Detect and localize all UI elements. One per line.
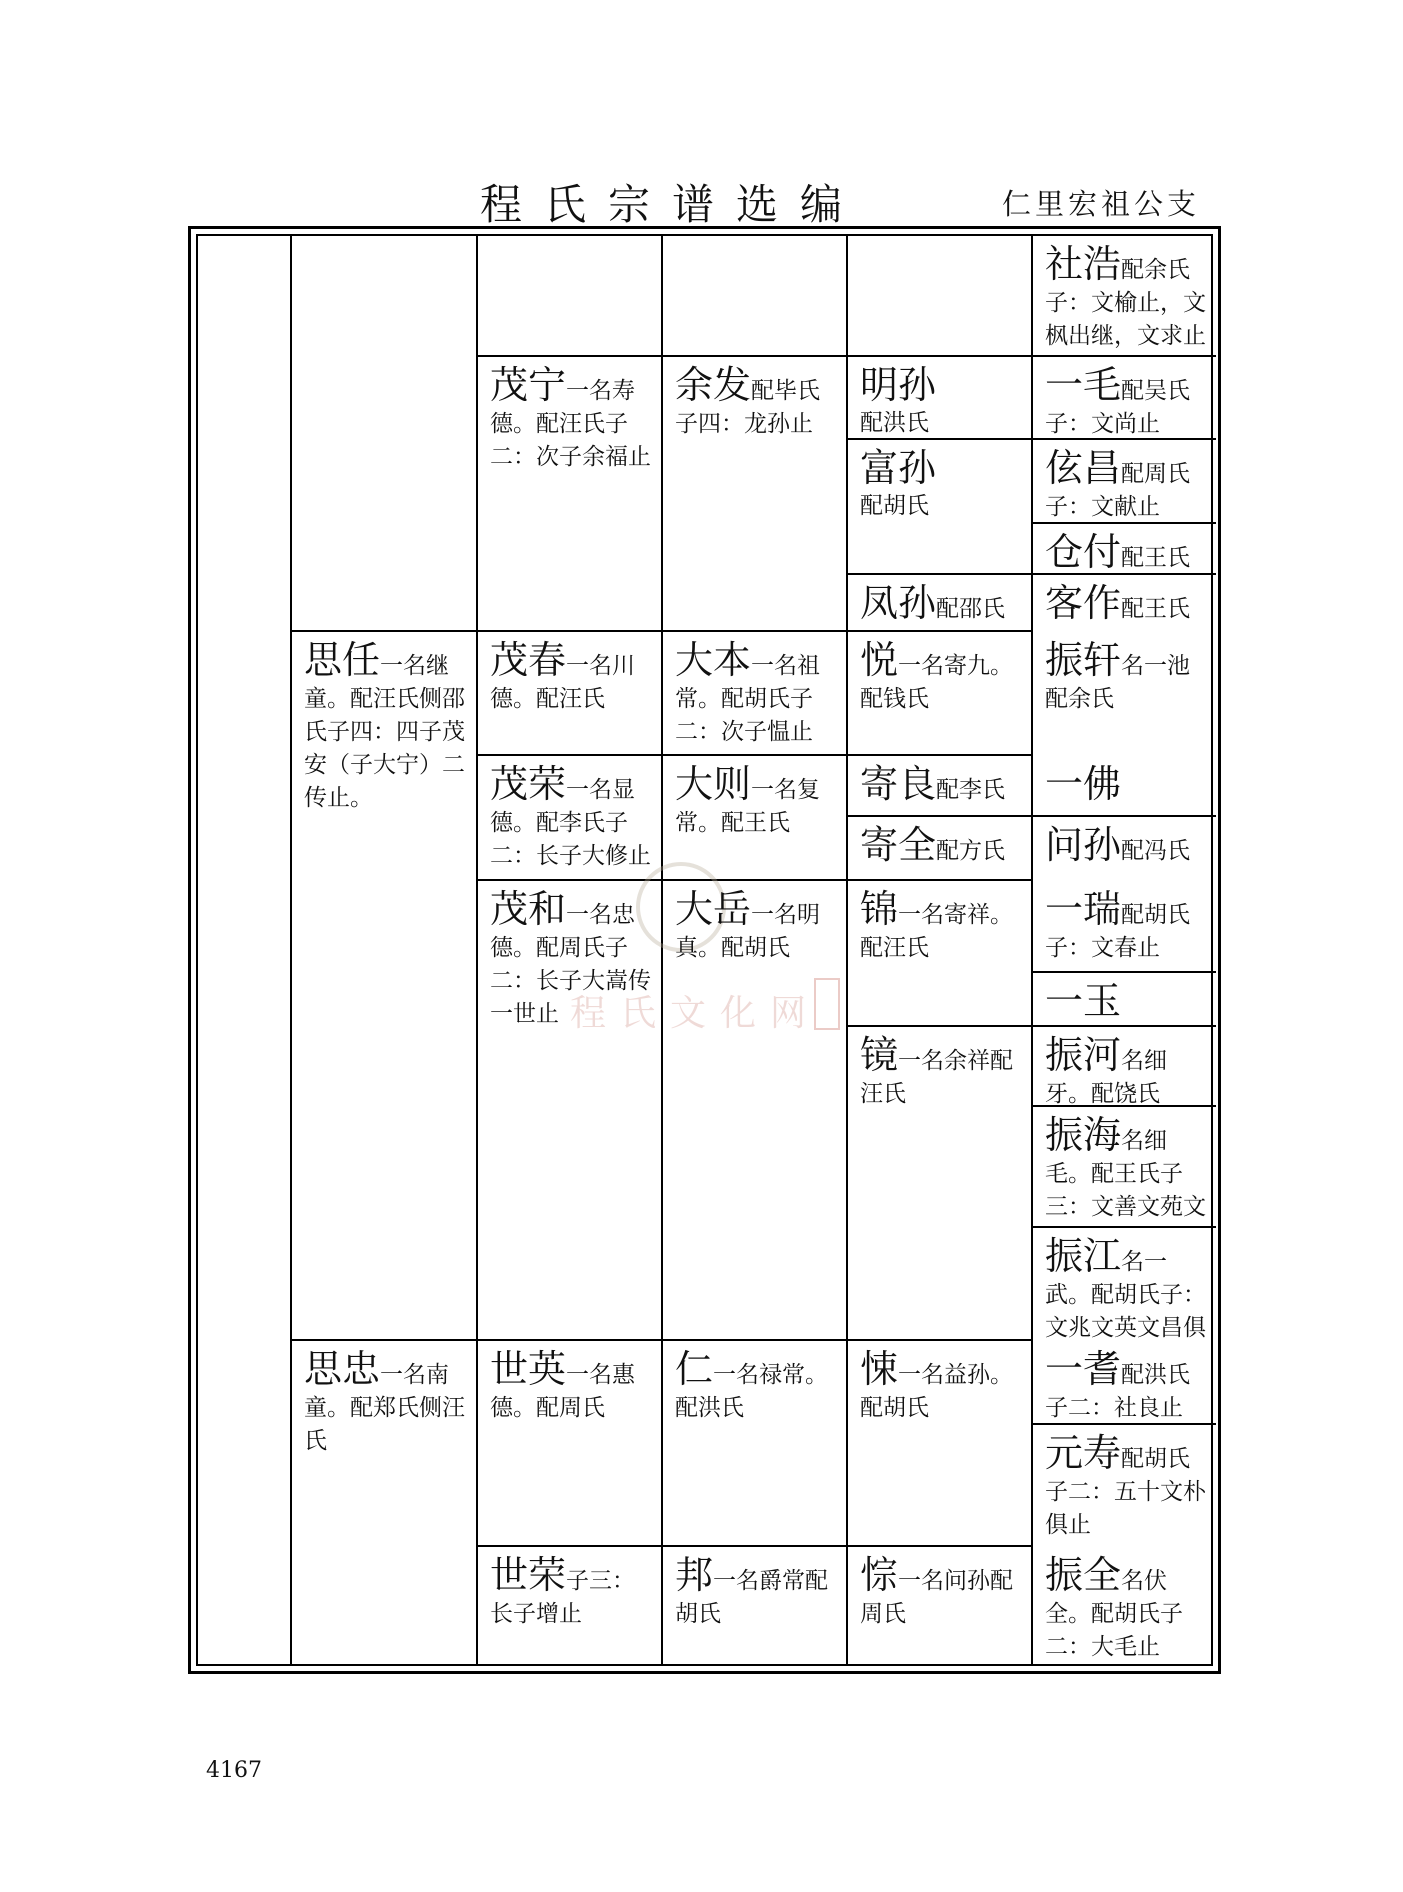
person-entry: [848, 632, 1031, 754]
person-note: 一名祖常。配胡氏子二：次子愠止: [675, 653, 821, 745]
person-name: 明孙: [860, 363, 937, 407]
person-name: 寄全: [860, 823, 937, 867]
person-name: 悚: [860, 1347, 899, 1391]
person-note: 名一武。配胡氏子：文兆文英文昌俱: [1045, 1249, 1206, 1339]
person-name: 问孙: [1045, 823, 1122, 867]
person-name: 悦: [860, 638, 899, 682]
person-entry: [1033, 575, 1216, 630]
person-entry: [1033, 1228, 1216, 1339]
person-note: 一名寄九。配钱氏: [860, 653, 1014, 712]
person-entry: [848, 1547, 1031, 1664]
person-name: 仁: [675, 1347, 714, 1391]
document-title: 程氏宗谱选编: [480, 180, 865, 229]
person-entry: [663, 881, 846, 1339]
person-entry: [663, 1547, 846, 1664]
person-name: 振河: [1045, 1033, 1122, 1077]
person-entry: [1033, 817, 1216, 879]
person-name: 茂和: [490, 887, 567, 931]
person-entry: [478, 1547, 661, 1664]
person-entry: [478, 881, 661, 1339]
person-entry: [663, 632, 846, 754]
person-entry: [1033, 1341, 1216, 1423]
branch-label: 仁里宏祖公支: [1002, 187, 1201, 221]
person-note: 一名明真。配胡氏: [675, 902, 821, 961]
person-entry: [848, 817, 1031, 879]
person-note: 一名寿德。配汪氏子二：次子余福止: [490, 378, 651, 470]
person-name: 振海: [1045, 1113, 1122, 1157]
person-name: 邦: [675, 1553, 714, 1597]
person-note: 一名川德。配汪氏: [490, 653, 636, 712]
person-note: 配余氏子：文榆止，文枫出继，文求止: [1045, 257, 1206, 349]
person-name: 茂春: [490, 638, 567, 682]
person-note: 配吴氏子：文尚止: [1045, 378, 1191, 437]
person-entry: [478, 756, 661, 879]
person-name: 元寿: [1045, 1431, 1122, 1475]
person-name: 一耆: [1045, 1347, 1122, 1391]
person-name: 一瑞: [1045, 887, 1122, 931]
person-note: 一名爵常配胡氏: [675, 1568, 829, 1627]
person-name: 一毛: [1045, 363, 1122, 407]
person-note: 一名寄祥。配汪氏: [860, 902, 1014, 961]
person-note: 配洪氏: [860, 410, 929, 436]
person-name: 凤孙: [860, 581, 937, 625]
person-entry: [478, 357, 661, 630]
person-entry: [1033, 632, 1216, 754]
person-note: 子三：长子增止: [490, 1568, 636, 1627]
person-name: 茂宁: [490, 363, 567, 407]
person-name: 伭昌: [1045, 446, 1122, 490]
person-entry: [1033, 440, 1216, 522]
person-entry: [848, 1027, 1031, 1339]
person-note: 一名南童。配郑氏侧汪氏: [304, 1362, 465, 1454]
person-note: 配李氏: [936, 777, 1006, 803]
watermark-text: 程氏文化网: [570, 993, 821, 1034]
person-name: 振全: [1045, 1553, 1122, 1597]
person-note: 一名惠德。配周氏: [490, 1362, 636, 1421]
person-entry: [1033, 1425, 1216, 1545]
person-entry: [478, 1341, 661, 1545]
person-name: 世荣: [490, 1553, 567, 1597]
person-note: 配冯氏: [1121, 838, 1191, 864]
person-note: 一名余祥配汪氏: [860, 1048, 1014, 1107]
person-note: 配周氏子：文献止: [1045, 461, 1191, 520]
person-note: 一名问孙配周氏: [860, 1568, 1014, 1627]
person-note: 配王氏: [1121, 545, 1191, 571]
person-note: 一名益孙。配胡氏: [860, 1362, 1014, 1421]
person-note: 一名忠德。配周氏子二：长子大嵩传一世止: [490, 902, 651, 1027]
person-name: 大则: [675, 762, 752, 806]
person-note: 配王氏: [1121, 596, 1191, 622]
person-entry: [1033, 973, 1216, 1025]
person-entry: [1033, 1547, 1216, 1664]
person-entry: [1033, 1107, 1216, 1226]
person-name: 世英: [490, 1347, 567, 1391]
person-name: 大本: [675, 638, 752, 682]
person-note: 配胡氏: [860, 493, 929, 519]
person-note: 配方氏: [936, 838, 1006, 864]
person-note: 配洪氏子二：社良止: [1045, 1362, 1191, 1421]
person-note: 一名复常。配王氏: [675, 777, 821, 836]
person-entry: [1033, 756, 1216, 815]
person-name: 大岳: [675, 887, 752, 931]
person-entry: [478, 632, 661, 754]
person-name: 思任: [304, 638, 381, 682]
person-name: 振江: [1045, 1234, 1122, 1278]
person-entry: [848, 575, 1031, 630]
person-entry: [663, 1341, 846, 1545]
person-entry: [848, 357, 1031, 438]
person-entry: [848, 440, 1031, 573]
person-name: 悰: [860, 1553, 899, 1597]
person-note: 名一池配余氏: [1045, 653, 1191, 712]
person-name: 一玉: [1045, 979, 1122, 1023]
person-name: 余发: [675, 363, 752, 407]
person-name: 客作: [1045, 581, 1122, 625]
person-entry: [1033, 236, 1216, 355]
person-note: 配胡氏子二：五十文朴俱止: [1045, 1446, 1206, 1538]
person-note: 名伏全。配胡氏子二：大毛止: [1045, 1568, 1183, 1660]
page-number: 4167: [206, 1758, 262, 1783]
person-name: 思忠: [304, 1347, 381, 1391]
person-name: 富孙: [860, 446, 937, 490]
person-note: 名细牙。配饶氏: [1045, 1048, 1168, 1105]
person-name: 茂荣: [490, 762, 567, 806]
person-note: 配胡氏子：文春止: [1045, 902, 1191, 961]
person-name: 寄良: [860, 762, 937, 806]
person-entry: [848, 1341, 1031, 1545]
person-name: 锦: [860, 887, 899, 931]
person-entry: [1033, 881, 1216, 971]
person-note: 一名显德。配李氏子二：长子大修止: [490, 777, 651, 869]
person-entry: [1033, 1027, 1216, 1105]
person-note: 配邵氏: [936, 596, 1006, 622]
person-name: 镜: [860, 1033, 899, 1077]
person-entry: [292, 1341, 476, 1664]
person-note: 一名继童。配汪氏侧邵氏子四：四子茂安（子大宁）二传止。: [304, 653, 465, 811]
person-entry: [848, 881, 1031, 1025]
person-entry: [663, 756, 846, 879]
person-entry: [292, 632, 476, 1339]
person-entry: [848, 756, 1031, 815]
person-entry: [1033, 524, 1216, 573]
person-name: 一佛: [1045, 762, 1122, 806]
person-entry: [663, 357, 846, 630]
person-entry: [1033, 357, 1216, 438]
person-name: 社浩: [1045, 242, 1122, 286]
person-note: 配毕氏子四：龙孙止: [675, 378, 821, 437]
person-name: 仓付: [1045, 530, 1122, 573]
person-name: 振轩: [1045, 638, 1122, 682]
person-note: 名细毛。配王氏子三：文善文苑文: [1045, 1128, 1206, 1220]
person-note: 一名禄常。配洪氏: [675, 1362, 829, 1421]
